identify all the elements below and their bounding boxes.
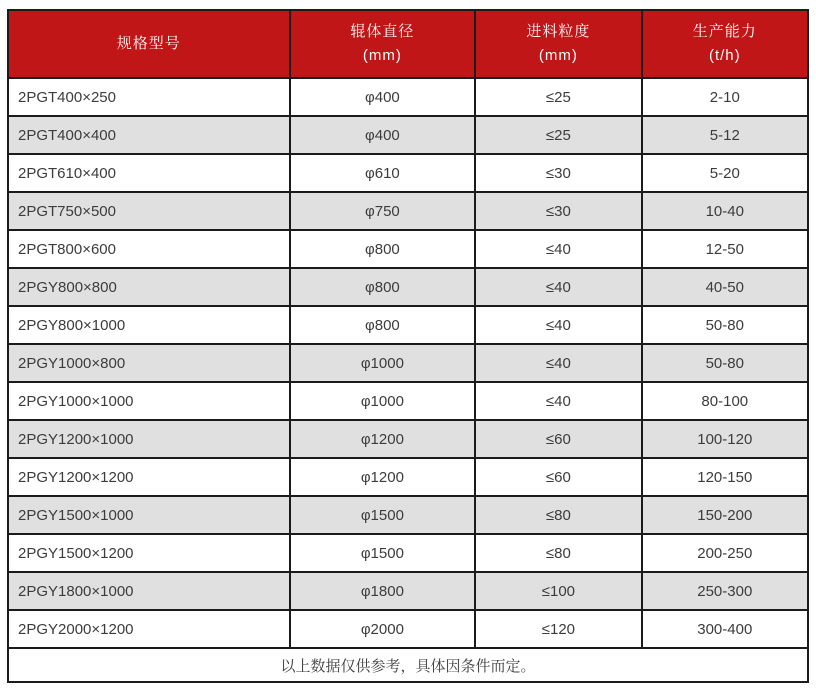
capacity-cell: 50-80: [642, 306, 808, 344]
table-row: [8, 154, 808, 192]
feed-size-cell: ≤60: [475, 458, 641, 496]
model-cell: 2PGT400×400: [8, 116, 290, 154]
capacity-cell: 100-120: [642, 420, 808, 458]
feed-size-cell: ≤25: [475, 116, 641, 154]
capacity-cell: 250-300: [642, 572, 808, 610]
table-row: [8, 268, 808, 306]
diameter-cell: φ800: [290, 230, 476, 268]
table-row: [8, 230, 808, 268]
header-model-title: 规格型号: [116, 35, 181, 52]
table-row: [8, 572, 808, 610]
table-row: [8, 78, 808, 116]
diameter-cell: φ1200: [290, 458, 476, 496]
model-cell: 2PGY1500×1200: [8, 534, 290, 572]
model-cell: 2PGT400×250: [8, 78, 290, 116]
capacity-cell: 200-250: [642, 534, 808, 572]
table-row: [8, 534, 808, 572]
capacity-cell: 5-12: [642, 116, 808, 154]
header-row: [8, 10, 808, 78]
header-capacity-unit: (t/h): [708, 47, 741, 64]
feed-size-cell: ≤40: [475, 268, 641, 306]
model-cell: 2PGY1200×1200: [8, 458, 290, 496]
diameter-cell: φ1200: [290, 420, 476, 458]
diameter-cell: φ1500: [290, 496, 476, 534]
capacity-cell: 150-200: [642, 496, 808, 534]
feed-size-cell: ≤80: [475, 496, 641, 534]
diameter-cell: φ610: [290, 154, 476, 192]
spec-table-body: [8, 78, 808, 648]
capacity-cell: 40-50: [642, 268, 808, 306]
model-cell: 2PGY1200×1000: [8, 420, 290, 458]
header-capacity-title: 生产能力: [692, 23, 757, 40]
diameter-cell: φ800: [290, 268, 476, 306]
feed-size-cell: ≤25: [475, 78, 641, 116]
table-row: [8, 610, 808, 648]
feed-size-cell: ≤40: [475, 344, 641, 382]
table-row: [8, 192, 808, 230]
model-cell: 2PGY800×800: [8, 268, 290, 306]
spec-table: [7, 9, 809, 683]
feed-size-cell: ≤120: [475, 610, 641, 648]
model-cell: 2PGY1000×800: [8, 344, 290, 382]
model-cell: 2PGY800×1000: [8, 306, 290, 344]
capacity-cell: 2-10: [642, 78, 808, 116]
capacity-cell: 80-100: [642, 382, 808, 420]
capacity-cell: 12-50: [642, 230, 808, 268]
diameter-cell: φ1500: [290, 534, 476, 572]
header-roller-diameter-unit: (mm): [362, 47, 402, 64]
model-cell: 2PGY1800×1000: [8, 572, 290, 610]
diameter-cell: φ750: [290, 192, 476, 230]
table-row: [8, 382, 808, 420]
model-cell: 2PGT800×600: [8, 230, 290, 268]
model-cell: 2PGT610×400: [8, 154, 290, 192]
model-cell: 2PGY1500×1000: [8, 496, 290, 534]
model-cell: 2PGT750×500: [8, 192, 290, 230]
header-feed-size: [475, 10, 641, 78]
diameter-cell: φ400: [290, 116, 476, 154]
table-row: [8, 420, 808, 458]
model-cell: 2PGY2000×1200: [8, 610, 290, 648]
feed-size-cell: ≤100: [475, 572, 641, 610]
model-cell: 2PGY1000×1000: [8, 382, 290, 420]
feed-size-cell: ≤40: [475, 306, 641, 344]
header-capacity: [642, 10, 808, 78]
capacity-cell: 5-20: [642, 154, 808, 192]
diameter-cell: φ1000: [290, 344, 476, 382]
feed-size-cell: ≤30: [475, 192, 641, 230]
table-row: [8, 496, 808, 534]
header-roller-diameter: [290, 10, 476, 78]
diameter-cell: φ800: [290, 306, 476, 344]
feed-size-cell: ≤60: [475, 420, 641, 458]
table-row: [8, 116, 808, 154]
feed-size-cell: ≤30: [475, 154, 641, 192]
footer-row: [8, 648, 808, 682]
diameter-cell: φ2000: [290, 610, 476, 648]
table-row: [8, 306, 808, 344]
header-roller-diameter-title: 辊体直径: [350, 23, 415, 40]
feed-size-cell: ≤40: [475, 230, 641, 268]
table-row: [8, 458, 808, 496]
table-row: [8, 344, 808, 382]
capacity-cell: 50-80: [642, 344, 808, 382]
header-feed-size-title: 进料粒度: [526, 23, 591, 40]
diameter-cell: φ400: [290, 78, 476, 116]
capacity-cell: 120-150: [642, 458, 808, 496]
feed-size-cell: ≤40: [475, 382, 641, 420]
footer-note: 以上数据仅供参考，具体因条件而定。: [8, 648, 808, 682]
header-model: [8, 10, 290, 78]
capacity-cell: 10-40: [642, 192, 808, 230]
feed-size-cell: ≤80: [475, 534, 641, 572]
header-feed-size-unit: (mm): [538, 47, 578, 64]
capacity-cell: 300-400: [642, 610, 808, 648]
diameter-cell: φ1000: [290, 382, 476, 420]
diameter-cell: φ1800: [290, 572, 476, 610]
